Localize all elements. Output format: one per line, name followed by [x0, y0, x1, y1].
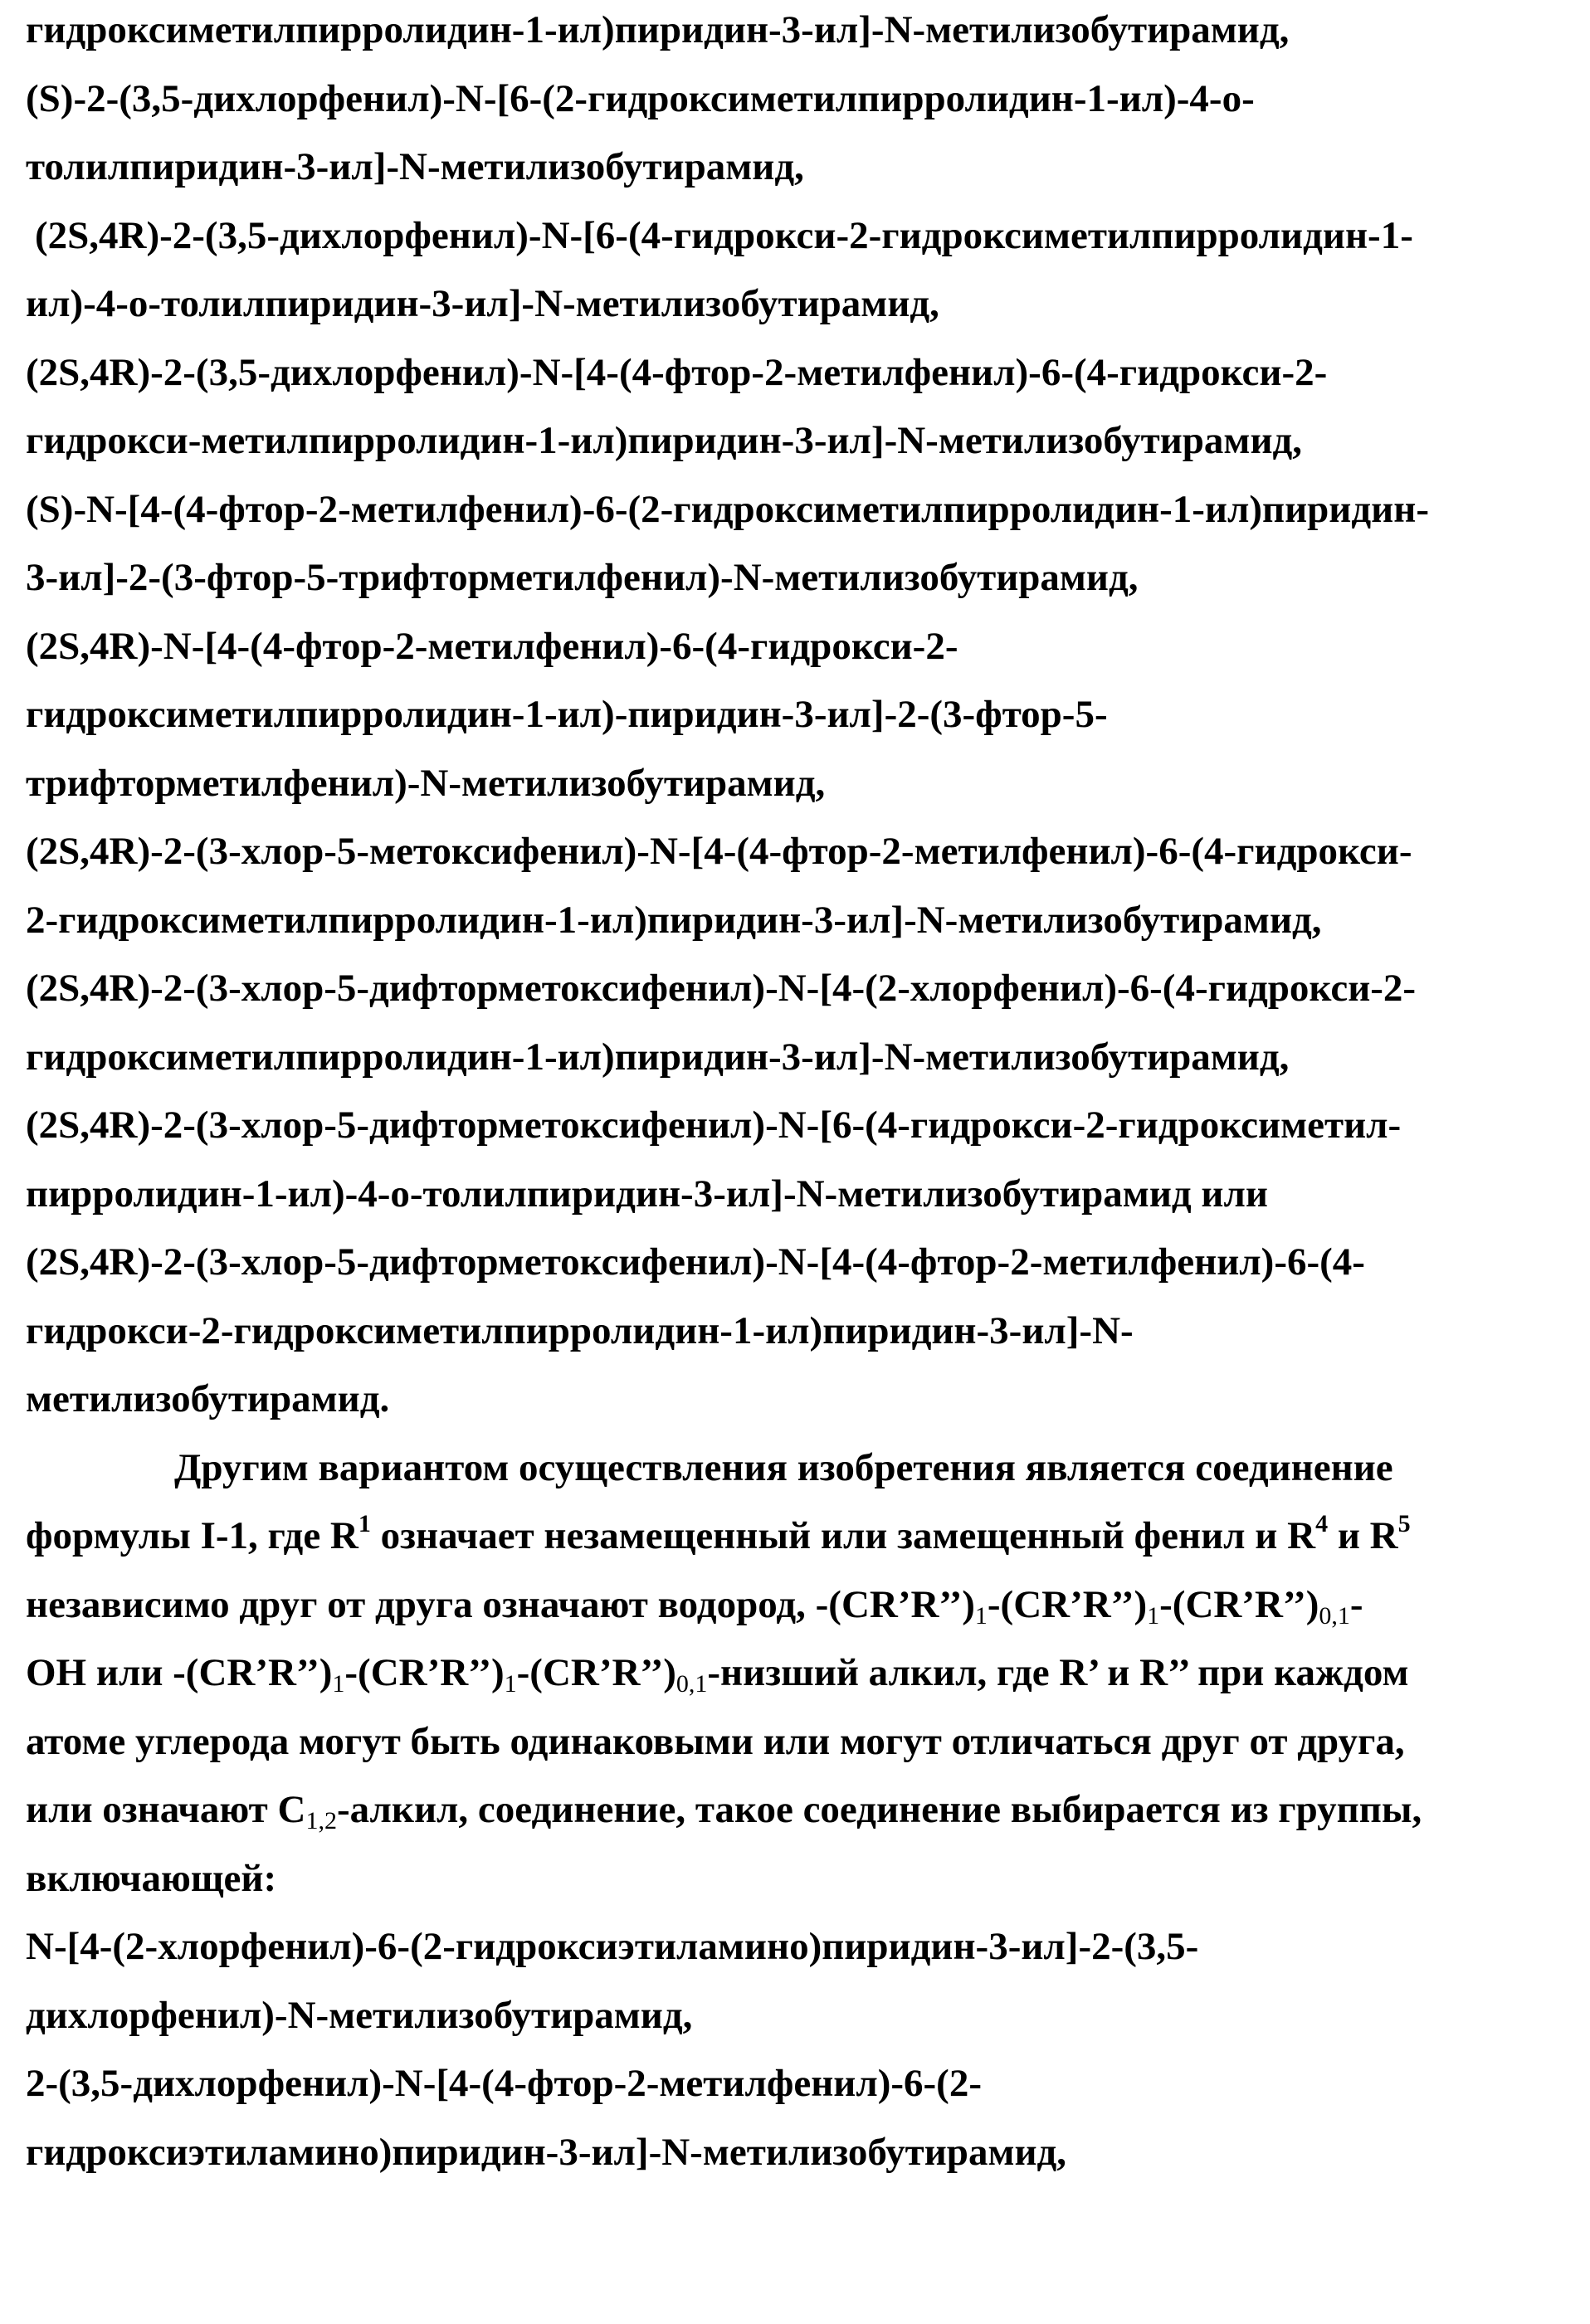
subscript: 1,2: [305, 1807, 337, 1834]
text-run: формулы I-1, где R: [26, 1514, 358, 1557]
text-line: метилизобутирамид.: [26, 1377, 390, 1420]
text-line: 2-(3,5-дихлорфенил)-N-[4-(4-фтор-2-метилфенил)-6-(2-: [26, 2062, 982, 2105]
text-line: 3-ил]-2-(3-фтор-5-трифторметилфенил)-N-метилизобутирамид,: [26, 556, 1139, 599]
text-line: гидроксиметилпирролидин-1-ил)пиридин-3-ил]-N-метилизобутирамид,: [26, 1035, 1290, 1079]
text-line: (2S,4R)-N-[4-(4-фтор-2-метилфенил)-6-(4-гидрокси-2-: [26, 625, 958, 668]
text-run: или означают C: [26, 1788, 306, 1831]
text-run: -(CR’R’’): [344, 1651, 505, 1694]
subscript: 1: [332, 1670, 345, 1698]
text-line: гидроксиметилпирролидин-1-ил)-пиридин-3-ил]-2-(3-фтор-5-: [26, 693, 1108, 736]
superscript: 5: [1397, 1510, 1411, 1537]
paragraph-line: [26, 1511, 1411, 1561]
text-run: -(CR’R’’): [516, 1651, 676, 1694]
text-line: (S)-2-(3,5-дихлорфенил)-N-[6-(2-гидроксиметилпирролидин-1-ил)-4-о-: [26, 77, 1255, 120]
text-run: означает незамещенный или замещенный фенил и R: [370, 1514, 1316, 1557]
subscript: 1: [974, 1602, 988, 1630]
text-run: -: [1349, 1583, 1363, 1626]
text-line: гидрокси-метилпирролидин-1-ил)пиридин-3-ил]-N-метилизобутирамид,: [26, 419, 1303, 462]
text-line: гидрокси-2-гидроксиметилпирролидин-1-ил)пиридин-3-ил]-N-: [26, 1309, 1134, 1352]
text-line: (2S,4R)-2-(3,5-дихлорфенил)-N-[4-(4-фтор-2-метилфенил)-6-(4-гидрокси-2-: [26, 351, 1328, 394]
paragraph-line: включающей:: [26, 1857, 277, 1900]
subscript: 0,1: [1319, 1602, 1350, 1630]
text-line: (2S,4R)-2-(3,5-дихлорфенил)-N-[6-(4-гидрокси-2-гидроксиметилпирролидин-1-: [35, 214, 1413, 257]
text-line: гидроксиэтиламино)пиридин-3-ил]-N-метилизобутирамид,: [26, 2131, 1067, 2174]
paragraph-line: [26, 1580, 1363, 1630]
text-line: трифторметилфенил)-N-метилизобутирамид,: [26, 762, 826, 805]
text-line: (2S,4R)-2-(3-хлор-5-дифторметоксифенил)-N-[4-(2-хлорфенил)-6-(4-гидрокси-2-: [26, 967, 1417, 1010]
text-line: ил)-4-о-толилпиридин-3-ил]-N-метилизобутирамид,: [26, 282, 939, 325]
paragraph-first-line: Другим вариантом осуществления изобретения является соединение: [174, 1446, 1393, 1489]
text-run: и R: [1328, 1514, 1398, 1557]
text-run: -(CR’R’’): [987, 1583, 1148, 1626]
text-line: дихлорфенил)-N-метилизобутирамид,: [26, 1994, 693, 2037]
text-line: толилпиридин-3-ил]-N-метилизобутирамид,: [26, 145, 804, 188]
text-line: (2S,4R)-2-(3-хлор-5-дифторметоксифенил)-N-[6-(4-гидрокси-2-гидроксиметил-: [26, 1104, 1402, 1147]
text-line: N-[4-(2-хлорфенил)-6-(2-гидроксиэтиламино)пиридин-3-ил]-2-(3,5-: [26, 1925, 1199, 1968]
superscript: 1: [358, 1510, 371, 1537]
text-run: -(CR’R’’): [1159, 1583, 1319, 1626]
text-line: (S)-N-[4-(4-фтор-2-метилфенил)-6-(2-гидроксиметилпирролидин-1-ил)пиридин-: [26, 488, 1429, 531]
text-run: OH или -(CR’R’’): [26, 1651, 333, 1694]
paragraph-line: атоме углерода могут быть одинаковыми или могут отличаться друг от друга,: [26, 1720, 1405, 1763]
text-line: (2S,4R)-2-(3-хлор-5-дифторметоксифенил)-N-[4-(4-фтор-2-метилфенил)-6-(4-: [26, 1240, 1365, 1284]
paragraph-line: [26, 1648, 1408, 1698]
text-run: -алкил, соединение, такое соединение выбирается из группы,: [336, 1788, 1422, 1831]
text-line: (2S,4R)-2-(3-хлор-5-метоксифенил)-N-[4-(4-фтор-2-метилфенил)-6-(4-гидрокси-: [26, 830, 1412, 873]
text-line: 2-гидроксиметилпирролидин-1-ил)пиридин-3-ил]-N-метилизобутирамид,: [26, 899, 1322, 942]
text-line: пирролидин-1-ил)-4-о-толилпиридин-3-ил]-N-метилизобутирамид или: [26, 1172, 1268, 1216]
subscript: 1: [504, 1670, 517, 1698]
paragraph-line: [26, 1785, 1422, 1834]
subscript: 1: [1147, 1602, 1160, 1630]
text-run: независимо друг от друга означают водород, -(CR’R’’): [26, 1583, 975, 1626]
text-run: -низший алкил, где R’ и R’’ при каждом: [707, 1651, 1409, 1694]
superscript: 4: [1315, 1510, 1329, 1537]
text-line: гидроксиметилпирролидин-1-ил)пиридин-3-ил]-N-метилизобутирамид,: [26, 8, 1290, 51]
subscript: 0,1: [676, 1670, 708, 1698]
